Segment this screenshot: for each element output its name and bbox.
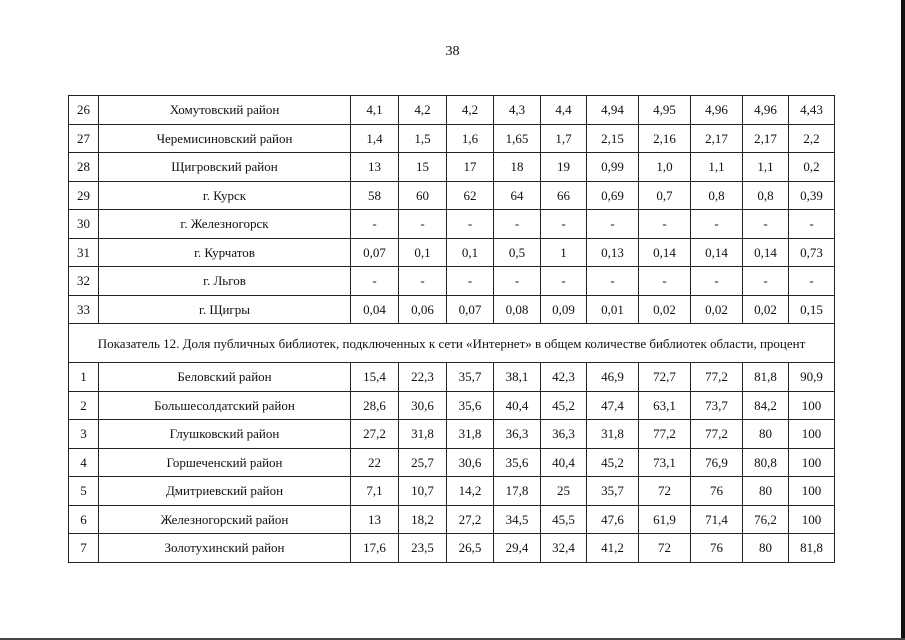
table-row bbox=[69, 238, 835, 267]
district-name: г. Щигры bbox=[99, 295, 351, 324]
value-cell: 18 bbox=[494, 153, 541, 182]
value-cell: 35,7 bbox=[447, 363, 494, 392]
value-cell: - bbox=[691, 267, 743, 296]
value-cell: - bbox=[541, 267, 587, 296]
value-cell: 1,6 bbox=[447, 124, 494, 153]
value-cell: 61,9 bbox=[639, 505, 691, 534]
value-cell: 36,3 bbox=[494, 420, 541, 449]
value-cell: 28,6 bbox=[351, 391, 399, 420]
value-cell: 30,6 bbox=[447, 448, 494, 477]
value-cell: 2,17 bbox=[691, 124, 743, 153]
value-cell: 76 bbox=[691, 534, 743, 563]
value-cell: 15 bbox=[399, 153, 447, 182]
value-cell: - bbox=[639, 267, 691, 296]
value-cell: 0,09 bbox=[541, 295, 587, 324]
value-cell: 29,4 bbox=[494, 534, 541, 563]
table-row bbox=[69, 267, 835, 296]
row-number: 7 bbox=[69, 534, 99, 563]
value-cell: 10,7 bbox=[399, 477, 447, 506]
value-cell: 0,02 bbox=[691, 295, 743, 324]
value-cell: 34,5 bbox=[494, 505, 541, 534]
value-cell: 15,4 bbox=[351, 363, 399, 392]
value-cell: 80 bbox=[743, 534, 789, 563]
table-row bbox=[69, 448, 835, 477]
value-cell: 1,65 bbox=[494, 124, 541, 153]
value-cell: 27,2 bbox=[351, 420, 399, 449]
value-cell: 17,6 bbox=[351, 534, 399, 563]
table-row bbox=[69, 153, 835, 182]
table-row bbox=[69, 96, 835, 125]
value-cell: 45,2 bbox=[587, 448, 639, 477]
table-row bbox=[69, 295, 835, 324]
value-cell: 1 bbox=[541, 238, 587, 267]
value-cell: 27,2 bbox=[447, 505, 494, 534]
value-cell: 0,5 bbox=[494, 238, 541, 267]
value-cell: 77,2 bbox=[639, 420, 691, 449]
section-title-row bbox=[69, 324, 835, 363]
value-cell: 1,4 bbox=[351, 124, 399, 153]
value-cell: 1,1 bbox=[691, 153, 743, 182]
value-cell: 63,1 bbox=[639, 391, 691, 420]
value-cell: 0,07 bbox=[447, 295, 494, 324]
value-cell: 35,7 bbox=[587, 477, 639, 506]
row-number: 3 bbox=[69, 420, 99, 449]
value-cell: 4,43 bbox=[789, 96, 835, 125]
district-name: Дмитриевский район bbox=[99, 477, 351, 506]
value-cell: 13 bbox=[351, 153, 399, 182]
value-cell: 4,96 bbox=[691, 96, 743, 125]
value-cell: 0,99 bbox=[587, 153, 639, 182]
value-cell: 62 bbox=[447, 181, 494, 210]
district-name: Большесолдатский район bbox=[99, 391, 351, 420]
page-number: 38 bbox=[445, 44, 460, 59]
value-cell: 4,2 bbox=[447, 96, 494, 125]
value-cell: 66 bbox=[541, 181, 587, 210]
value-cell: 0,02 bbox=[743, 295, 789, 324]
value-cell: - bbox=[743, 267, 789, 296]
value-cell: 76,2 bbox=[743, 505, 789, 534]
value-cell: 22 bbox=[351, 448, 399, 477]
value-cell: 4,4 bbox=[541, 96, 587, 125]
value-cell: 7,1 bbox=[351, 477, 399, 506]
value-cell: 41,2 bbox=[587, 534, 639, 563]
value-cell: 40,4 bbox=[541, 448, 587, 477]
district-name: Золотухинский район bbox=[99, 534, 351, 563]
value-cell: 4,3 bbox=[494, 96, 541, 125]
section-a-body bbox=[69, 96, 835, 324]
value-cell: 81,8 bbox=[743, 363, 789, 392]
value-cell: 0,1 bbox=[399, 238, 447, 267]
value-cell: 100 bbox=[789, 391, 835, 420]
value-cell: 38,1 bbox=[494, 363, 541, 392]
value-cell: 31,8 bbox=[447, 420, 494, 449]
value-cell: 1,5 bbox=[399, 124, 447, 153]
value-cell: 0,14 bbox=[639, 238, 691, 267]
value-cell: - bbox=[494, 267, 541, 296]
value-cell: 25 bbox=[541, 477, 587, 506]
value-cell: 72 bbox=[639, 534, 691, 563]
value-cell: 0,73 bbox=[789, 238, 835, 267]
value-cell: 0,7 bbox=[639, 181, 691, 210]
value-cell: 2,17 bbox=[743, 124, 789, 153]
value-cell: 23,5 bbox=[399, 534, 447, 563]
page-edge-right bbox=[901, 0, 905, 640]
value-cell: 77,2 bbox=[691, 363, 743, 392]
value-cell: 0,14 bbox=[691, 238, 743, 267]
table-row bbox=[69, 505, 835, 534]
value-cell: 80,8 bbox=[743, 448, 789, 477]
row-number: 31 bbox=[69, 238, 99, 267]
value-cell: 40,4 bbox=[494, 391, 541, 420]
value-cell: 31,8 bbox=[587, 420, 639, 449]
district-name: г. Железногорск bbox=[99, 210, 351, 239]
value-cell: 45,2 bbox=[541, 391, 587, 420]
value-cell: 32,4 bbox=[541, 534, 587, 563]
district-name: г. Льгов bbox=[99, 267, 351, 296]
value-cell: 84,2 bbox=[743, 391, 789, 420]
value-cell: 13 bbox=[351, 505, 399, 534]
value-cell: 73,1 bbox=[639, 448, 691, 477]
table-row bbox=[69, 363, 835, 392]
value-cell: 0,07 bbox=[351, 238, 399, 267]
value-cell: - bbox=[447, 267, 494, 296]
value-cell: - bbox=[639, 210, 691, 239]
value-cell: 2,16 bbox=[639, 124, 691, 153]
value-cell: 22,3 bbox=[399, 363, 447, 392]
district-name: г. Курчатов bbox=[99, 238, 351, 267]
value-cell: 17,8 bbox=[494, 477, 541, 506]
value-cell: 35,6 bbox=[494, 448, 541, 477]
section-title-body bbox=[69, 324, 835, 363]
table-row bbox=[69, 534, 835, 563]
value-cell: - bbox=[587, 267, 639, 296]
value-cell: - bbox=[351, 267, 399, 296]
value-cell: 4,94 bbox=[587, 96, 639, 125]
value-cell: 100 bbox=[789, 448, 835, 477]
value-cell: 30,6 bbox=[399, 391, 447, 420]
value-cell: - bbox=[447, 210, 494, 239]
table-row bbox=[69, 210, 835, 239]
row-number: 2 bbox=[69, 391, 99, 420]
table-row bbox=[69, 420, 835, 449]
district-name: Хомутовский район bbox=[99, 96, 351, 125]
value-cell: 18,2 bbox=[399, 505, 447, 534]
value-cell: 0,15 bbox=[789, 295, 835, 324]
row-number: 32 bbox=[69, 267, 99, 296]
value-cell: 76,9 bbox=[691, 448, 743, 477]
value-cell: 100 bbox=[789, 477, 835, 506]
value-cell: 14,2 bbox=[447, 477, 494, 506]
value-cell: 80 bbox=[743, 420, 789, 449]
value-cell: 80 bbox=[743, 477, 789, 506]
value-cell: 47,4 bbox=[587, 391, 639, 420]
value-cell: 4,96 bbox=[743, 96, 789, 125]
value-cell: 42,3 bbox=[541, 363, 587, 392]
district-name: Черемисиновский район bbox=[99, 124, 351, 153]
row-number: 4 bbox=[69, 448, 99, 477]
district-name: Глушковский район bbox=[99, 420, 351, 449]
row-number: 27 bbox=[69, 124, 99, 153]
value-cell: - bbox=[541, 210, 587, 239]
district-name: Беловский район bbox=[99, 363, 351, 392]
value-cell: - bbox=[399, 210, 447, 239]
row-number: 6 bbox=[69, 505, 99, 534]
value-cell: 36,3 bbox=[541, 420, 587, 449]
value-cell: - bbox=[789, 267, 835, 296]
value-cell: 4,1 bbox=[351, 96, 399, 125]
district-name: Железногорский район bbox=[99, 505, 351, 534]
value-cell: 1,7 bbox=[541, 124, 587, 153]
row-number: 28 bbox=[69, 153, 99, 182]
value-cell: - bbox=[494, 210, 541, 239]
district-name: Горшеченский район bbox=[99, 448, 351, 477]
district-name: г. Курск bbox=[99, 181, 351, 210]
table-row bbox=[69, 391, 835, 420]
value-cell: 0,1 bbox=[447, 238, 494, 267]
value-cell: 2,2 bbox=[789, 124, 835, 153]
value-cell: - bbox=[789, 210, 835, 239]
value-cell: 1,0 bbox=[639, 153, 691, 182]
table-row bbox=[69, 181, 835, 210]
value-cell: 25,7 bbox=[399, 448, 447, 477]
value-cell: 31,8 bbox=[399, 420, 447, 449]
value-cell: 46,9 bbox=[587, 363, 639, 392]
value-cell: 76 bbox=[691, 477, 743, 506]
value-cell: 0,8 bbox=[743, 181, 789, 210]
value-cell: 0,06 bbox=[399, 295, 447, 324]
value-cell: 71,4 bbox=[691, 505, 743, 534]
value-cell: - bbox=[743, 210, 789, 239]
value-cell: 45,5 bbox=[541, 505, 587, 534]
value-cell: 60 bbox=[399, 181, 447, 210]
value-cell: 81,8 bbox=[789, 534, 835, 563]
value-cell: 0,69 bbox=[587, 181, 639, 210]
value-cell: 0,2 bbox=[789, 153, 835, 182]
value-cell: 100 bbox=[789, 505, 835, 534]
value-cell: 26,5 bbox=[447, 534, 494, 563]
value-cell: - bbox=[399, 267, 447, 296]
value-cell: 0,02 bbox=[639, 295, 691, 324]
value-cell: - bbox=[351, 210, 399, 239]
value-cell: 0,01 bbox=[587, 295, 639, 324]
row-number: 30 bbox=[69, 210, 99, 239]
value-cell: 17 bbox=[447, 153, 494, 182]
section-title: Показатель 12. Доля публичных библиотек, подключенных к сети «Интернет» в общем количестве библиотек области, процент bbox=[69, 324, 835, 363]
indicator-table bbox=[68, 95, 835, 563]
table-row bbox=[69, 124, 835, 153]
value-cell: 100 bbox=[789, 420, 835, 449]
row-number: 33 bbox=[69, 295, 99, 324]
row-number: 5 bbox=[69, 477, 99, 506]
value-cell: 0,8 bbox=[691, 181, 743, 210]
value-cell: 2,15 bbox=[587, 124, 639, 153]
row-number: 29 bbox=[69, 181, 99, 210]
value-cell: 4,2 bbox=[399, 96, 447, 125]
table-row bbox=[69, 477, 835, 506]
value-cell: 0,39 bbox=[789, 181, 835, 210]
value-cell: 72 bbox=[639, 477, 691, 506]
value-cell: - bbox=[691, 210, 743, 239]
section-b-body bbox=[69, 363, 835, 563]
value-cell: 1,1 bbox=[743, 153, 789, 182]
district-name: Щигровский район bbox=[99, 153, 351, 182]
value-cell: 90,9 bbox=[789, 363, 835, 392]
value-cell: 47,6 bbox=[587, 505, 639, 534]
value-cell: 58 bbox=[351, 181, 399, 210]
value-cell: 64 bbox=[494, 181, 541, 210]
value-cell: 19 bbox=[541, 153, 587, 182]
value-cell: 72,7 bbox=[639, 363, 691, 392]
value-cell: 73,7 bbox=[691, 391, 743, 420]
row-number: 1 bbox=[69, 363, 99, 392]
value-cell: 0,08 bbox=[494, 295, 541, 324]
row-number: 26 bbox=[69, 96, 99, 125]
value-cell: 0,13 bbox=[587, 238, 639, 267]
value-cell: - bbox=[587, 210, 639, 239]
value-cell: 4,95 bbox=[639, 96, 691, 125]
value-cell: 0,14 bbox=[743, 238, 789, 267]
value-cell: 0,04 bbox=[351, 295, 399, 324]
value-cell: 77,2 bbox=[691, 420, 743, 449]
value-cell: 35,6 bbox=[447, 391, 494, 420]
